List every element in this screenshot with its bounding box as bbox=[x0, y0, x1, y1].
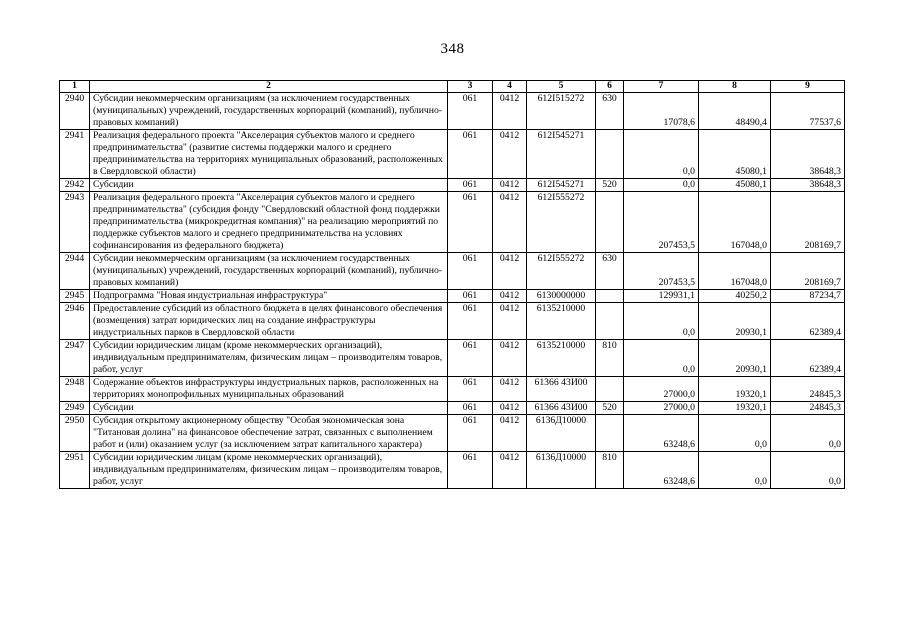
amount-col9-cell: 0,0 bbox=[771, 415, 845, 452]
ministry-code-cell: 061 bbox=[448, 290, 493, 303]
amount-col7-cell: 0,0 bbox=[624, 179, 699, 192]
ministry-code-cell: 061 bbox=[448, 130, 493, 179]
expense-type-cell: 520 bbox=[596, 402, 624, 415]
amount-col9-cell: 0,0 bbox=[771, 452, 845, 489]
description-cell: Реализация федерального проекта "Акселерация субъектов малого и среднего предпринимательства" (развитие системы поддержки малого и среднего предпринимательства на территориях муниципальных образований, расположенных в Свердловской области) bbox=[90, 130, 448, 179]
table-row bbox=[60, 192, 845, 253]
target-article-cell: 61366 43И00 bbox=[527, 402, 596, 415]
table-row bbox=[60, 130, 845, 179]
table-row bbox=[60, 93, 845, 130]
amount-col7-cell: 63248,6 bbox=[624, 452, 699, 489]
row-number-cell: 2949 bbox=[60, 402, 90, 415]
description-cell: Подпрограмма "Новая индустриальная инфраструктура" bbox=[90, 290, 448, 303]
description-cell: Субсидия открытому акционерному обществу "Особая экономическая зона "Титановая долина" на финансовое обеспечение затрат, связанных с выполнением работ и (или) оказанием услуг (за исключением затрат капитального характера) bbox=[90, 415, 448, 452]
ministry-code-cell: 061 bbox=[448, 402, 493, 415]
description-cell: Субсидии bbox=[90, 402, 448, 415]
target-article-cell: 6135210000 bbox=[527, 340, 596, 377]
target-article-cell: 61366 43И00 bbox=[527, 377, 596, 402]
header-cell: 3 bbox=[448, 81, 493, 93]
header-cell: 4 bbox=[493, 81, 527, 93]
section-code-cell: 0412 bbox=[493, 402, 527, 415]
amount-col9-cell: 208169,7 bbox=[771, 253, 845, 290]
target-article-cell: 6130000000 bbox=[527, 290, 596, 303]
ministry-code-cell: 061 bbox=[448, 192, 493, 253]
ministry-code-cell: 061 bbox=[448, 253, 493, 290]
row-number-cell: 2946 bbox=[60, 303, 90, 340]
amount-col8-cell: 167048,0 bbox=[699, 192, 771, 253]
ministry-code-cell: 061 bbox=[448, 93, 493, 130]
section-code-cell: 0412 bbox=[493, 290, 527, 303]
expense-type-cell: 630 bbox=[596, 93, 624, 130]
table-row bbox=[60, 340, 845, 377]
ministry-code-cell: 061 bbox=[448, 415, 493, 452]
description-cell: Субсидии bbox=[90, 179, 448, 192]
row-number-cell: 2948 bbox=[60, 377, 90, 402]
amount-col7-cell: 27000,0 bbox=[624, 377, 699, 402]
expense-type-cell bbox=[596, 192, 624, 253]
amount-col8-cell: 0,0 bbox=[699, 415, 771, 452]
description-cell: Субсидии некоммерческим организациям (за исключением государственных (муниципальных) учреждений, государственных корпораций (компаний), публично-правовых компаний) bbox=[90, 253, 448, 290]
table-row bbox=[60, 253, 845, 290]
section-code-cell: 0412 bbox=[493, 179, 527, 192]
amount-col7-cell: 207453,5 bbox=[624, 192, 699, 253]
header-row bbox=[60, 81, 845, 93]
expense-type-cell: 810 bbox=[596, 340, 624, 377]
section-code-cell: 0412 bbox=[493, 452, 527, 489]
target-article-cell: 6135210000 bbox=[527, 303, 596, 340]
amount-col7-cell: 17078,6 bbox=[624, 93, 699, 130]
row-number-cell: 2951 bbox=[60, 452, 90, 489]
amount-col8-cell: 48490,4 bbox=[699, 93, 771, 130]
section-code-cell: 0412 bbox=[493, 303, 527, 340]
row-number-cell: 2945 bbox=[60, 290, 90, 303]
expense-type-cell bbox=[596, 290, 624, 303]
header-cell: 6 bbox=[596, 81, 624, 93]
description-cell: Субсидии некоммерческим организациям (за исключением государственных (муниципальных) учреждений, государственных корпораций (компаний), публично-правовых компаний) bbox=[90, 93, 448, 130]
page-number: 348 bbox=[440, 41, 465, 57]
target-article-cell: 6136Д10000 bbox=[527, 415, 596, 452]
target-article-cell: 612I545271 bbox=[527, 130, 596, 179]
description-cell: Содержание объектов инфраструктуры индустриальных парков, расположенных на территориях монопрофильных муниципальных образований bbox=[90, 377, 448, 402]
section-code-cell: 0412 bbox=[493, 130, 527, 179]
amount-col7-cell: 27000,0 bbox=[624, 402, 699, 415]
amount-col8-cell: 19320,1 bbox=[699, 377, 771, 402]
section-code-cell: 0412 bbox=[493, 192, 527, 253]
amount-col9-cell: 24845,3 bbox=[771, 377, 845, 402]
section-code-cell: 0412 bbox=[493, 253, 527, 290]
amount-col9-cell: 38648,3 bbox=[771, 130, 845, 179]
expense-type-cell: 520 bbox=[596, 179, 624, 192]
amount-col7-cell: 63248,6 bbox=[624, 415, 699, 452]
amount-col8-cell: 167048,0 bbox=[699, 253, 771, 290]
amount-col9-cell: 62389,4 bbox=[771, 303, 845, 340]
table-row bbox=[60, 179, 845, 192]
section-code-cell: 0412 bbox=[493, 93, 527, 130]
amount-col9-cell: 38648,3 bbox=[771, 179, 845, 192]
table-row bbox=[60, 303, 845, 340]
target-article-cell: 612I545271 bbox=[527, 179, 596, 192]
budget-table bbox=[59, 80, 845, 489]
amount-col7-cell: 0,0 bbox=[624, 130, 699, 179]
header-cell: 5 bbox=[527, 81, 596, 93]
amount-col8-cell: 45080,1 bbox=[699, 130, 771, 179]
expense-type-cell bbox=[596, 415, 624, 452]
amount-col7-cell: 0,0 bbox=[624, 340, 699, 377]
expense-type-cell: 630 bbox=[596, 253, 624, 290]
ministry-code-cell: 061 bbox=[448, 452, 493, 489]
section-code-cell: 0412 bbox=[493, 340, 527, 377]
amount-col9-cell: 62389,4 bbox=[771, 340, 845, 377]
header-cell: 8 bbox=[699, 81, 771, 93]
row-number-cell: 2941 bbox=[60, 130, 90, 179]
amount-col8-cell: 19320,1 bbox=[699, 402, 771, 415]
table-row bbox=[60, 452, 845, 489]
amount-col9-cell: 87234,7 bbox=[771, 290, 845, 303]
description-cell: Субсидии юридическим лицам (кроме некоммерческих организаций), индивидуальным предпринимателям, физическим лицам – производителям товаров, работ, услуг bbox=[90, 340, 448, 377]
description-cell: Предоставление субсидий из областного бюджета в целях финансового обеспечения (возмещения) затрат юридических лиц на создание инфраструктуры индустриальных парков в Свердловской области bbox=[90, 303, 448, 340]
row-number-cell: 2943 bbox=[60, 192, 90, 253]
ministry-code-cell: 061 bbox=[448, 340, 493, 377]
description-cell: Реализация федерального проекта "Акселерация субъектов малого и среднего предпринимательства" (субсидия фонду "Свердловский областной фонд поддержки предпринимательства (микрокредитная компания)" на реализацию мероприятий по поддержке субъектов малого и среднего предпринимательства на условиях софинансирования из федерального бюджета) bbox=[90, 192, 448, 253]
expense-type-cell: 810 bbox=[596, 452, 624, 489]
table-row bbox=[60, 402, 845, 415]
target-article-cell: 612I515272 bbox=[527, 93, 596, 130]
amount-col9-cell: 77537,6 bbox=[771, 93, 845, 130]
section-code-cell: 0412 bbox=[493, 415, 527, 452]
row-number-cell: 2944 bbox=[60, 253, 90, 290]
table-row bbox=[60, 290, 845, 303]
row-number-cell: 2950 bbox=[60, 415, 90, 452]
amount-col7-cell: 207453,5 bbox=[624, 253, 699, 290]
amount-col7-cell: 129931,1 bbox=[624, 290, 699, 303]
expense-type-cell bbox=[596, 130, 624, 179]
amount-col8-cell: 20930,1 bbox=[699, 303, 771, 340]
header-cell: 9 bbox=[771, 81, 845, 93]
row-number-cell: 2942 bbox=[60, 179, 90, 192]
target-article-cell: 6136Д10000 bbox=[527, 452, 596, 489]
expense-type-cell bbox=[596, 377, 624, 402]
amount-col9-cell: 208169,7 bbox=[771, 192, 845, 253]
expense-type-cell bbox=[596, 303, 624, 340]
amount-col9-cell: 24845,3 bbox=[771, 402, 845, 415]
row-number-cell: 2947 bbox=[60, 340, 90, 377]
amount-col7-cell: 0,0 bbox=[624, 303, 699, 340]
description-cell: Субсидии юридическим лицам (кроме некоммерческих организаций), индивидуальным предпринимателям, физическим лицам – производителям товаров, работ, услуг bbox=[90, 452, 448, 489]
target-article-cell: 612I555272 bbox=[527, 192, 596, 253]
amount-col8-cell: 45080,1 bbox=[699, 179, 771, 192]
table-row bbox=[60, 377, 845, 402]
row-number-cell: 2940 bbox=[60, 93, 90, 130]
amount-col8-cell: 20930,1 bbox=[699, 340, 771, 377]
amount-col8-cell: 40250,2 bbox=[699, 290, 771, 303]
section-code-cell: 0412 bbox=[493, 377, 527, 402]
header-cell: 1 bbox=[60, 81, 90, 93]
amount-col8-cell: 0,0 bbox=[699, 452, 771, 489]
header-cell: 2 bbox=[90, 81, 448, 93]
table-row bbox=[60, 415, 845, 452]
ministry-code-cell: 061 bbox=[448, 377, 493, 402]
header-cell: 7 bbox=[624, 81, 699, 93]
target-article-cell: 612I555272 bbox=[527, 253, 596, 290]
ministry-code-cell: 061 bbox=[448, 179, 493, 192]
ministry-code-cell: 061 bbox=[448, 303, 493, 340]
